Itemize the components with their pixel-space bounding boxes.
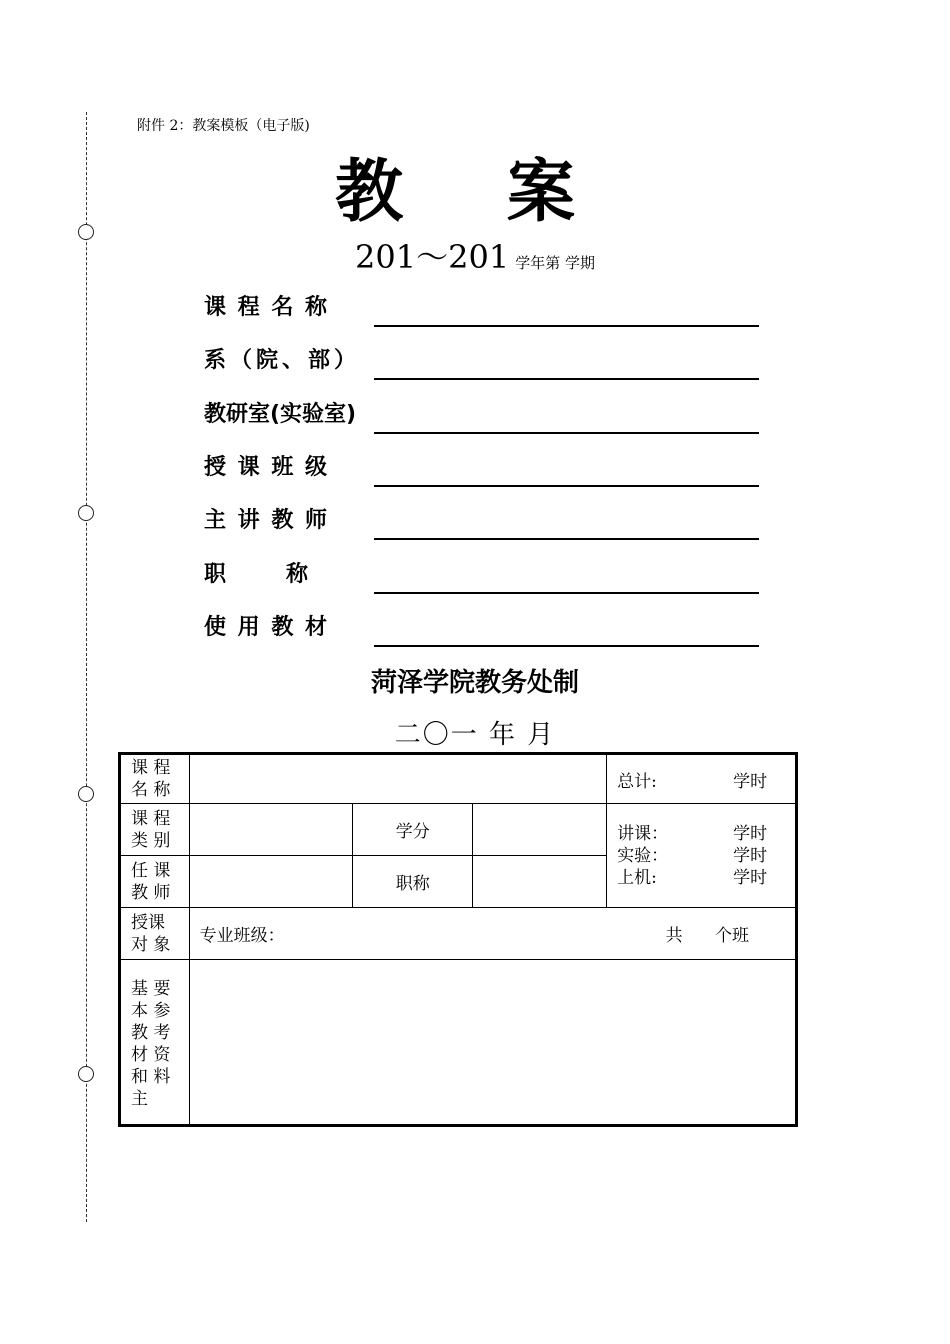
field-textbook[interactable] xyxy=(204,607,759,647)
field-underline[interactable] xyxy=(374,645,759,647)
field-label: 系（院、部） xyxy=(204,348,361,373)
target-cell[interactable] xyxy=(189,908,796,960)
hours-unit: 学时 xyxy=(733,867,768,888)
total-label: 总计: xyxy=(617,771,657,792)
materials-label: 基 要 本 参 教 考 材 资 和 料 主 xyxy=(120,960,190,1126)
binding-hole xyxy=(78,786,94,802)
issuer: 菏泽学院教务处制 xyxy=(370,668,579,698)
table-row xyxy=(120,804,797,856)
course-name-cell[interactable] xyxy=(189,754,606,804)
academic-year-suffix: 学年第 学期 xyxy=(515,254,595,272)
field-course-name[interactable] xyxy=(204,287,759,327)
field-underline[interactable] xyxy=(374,325,759,327)
teacher-cell[interactable] xyxy=(189,856,353,908)
course-info-table xyxy=(118,752,798,1127)
binding-hole xyxy=(78,505,94,521)
computer-label: 上机: xyxy=(617,867,657,888)
field-label: 教研室(实验室) xyxy=(204,402,357,427)
materials-cell[interactable] xyxy=(189,960,796,1126)
table-row xyxy=(120,754,797,804)
table-row xyxy=(120,960,797,1126)
page-title: 教 案 xyxy=(335,152,615,232)
issue-date: 二〇一 年 月 xyxy=(394,720,556,750)
title-cell[interactable] xyxy=(473,856,607,908)
hours-unit: 学时 xyxy=(733,771,768,792)
course-type-label: 课 程 类 别 xyxy=(120,804,190,856)
hours-unit: 学时 xyxy=(733,823,768,844)
field-job-title[interactable] xyxy=(204,554,759,594)
field-label: 使 用 教 材 xyxy=(204,615,329,640)
binding-hole xyxy=(78,1066,94,1082)
total-hours-cell[interactable] xyxy=(607,754,797,804)
lecture-label: 讲课： xyxy=(617,823,669,844)
field-underline[interactable] xyxy=(374,592,759,594)
target-label: 授课 对 象 xyxy=(120,908,190,960)
field-class[interactable] xyxy=(204,447,759,487)
field-teaching-office[interactable] xyxy=(204,394,759,434)
course-type-cell[interactable] xyxy=(189,804,353,856)
academic-year-range: 201～201 xyxy=(355,238,510,276)
credit-cell[interactable] xyxy=(473,804,607,856)
field-department[interactable] xyxy=(204,340,759,380)
major-class-label: 专业班级： xyxy=(199,926,285,946)
field-label: 职 称 xyxy=(204,562,310,587)
field-label: 课 程 名 称 xyxy=(204,295,329,320)
attachment-note: 附件 2：教案模板（电子版) xyxy=(137,118,310,134)
hours-unit: 学时 xyxy=(733,845,768,866)
teacher-label: 任 课 教 师 xyxy=(120,856,190,908)
title-label: 职称 xyxy=(353,856,473,908)
credit-label: 学分 xyxy=(353,804,473,856)
academic-year xyxy=(0,232,950,278)
field-underline[interactable] xyxy=(374,432,759,434)
hours-breakdown-cell[interactable] xyxy=(607,804,797,908)
course-name-label: 课 程 名 称 xyxy=(120,754,190,804)
field-label: 主 讲 教 师 xyxy=(204,508,329,533)
field-underline[interactable] xyxy=(374,378,759,380)
field-label: 授 课 班 级 xyxy=(204,455,329,480)
total-classes: 共 个班 xyxy=(665,926,749,946)
field-lead-teacher[interactable] xyxy=(204,500,759,540)
table-row xyxy=(120,908,797,960)
field-underline[interactable] xyxy=(374,485,759,487)
field-underline[interactable] xyxy=(374,538,759,540)
lab-label: 实验： xyxy=(617,845,669,866)
